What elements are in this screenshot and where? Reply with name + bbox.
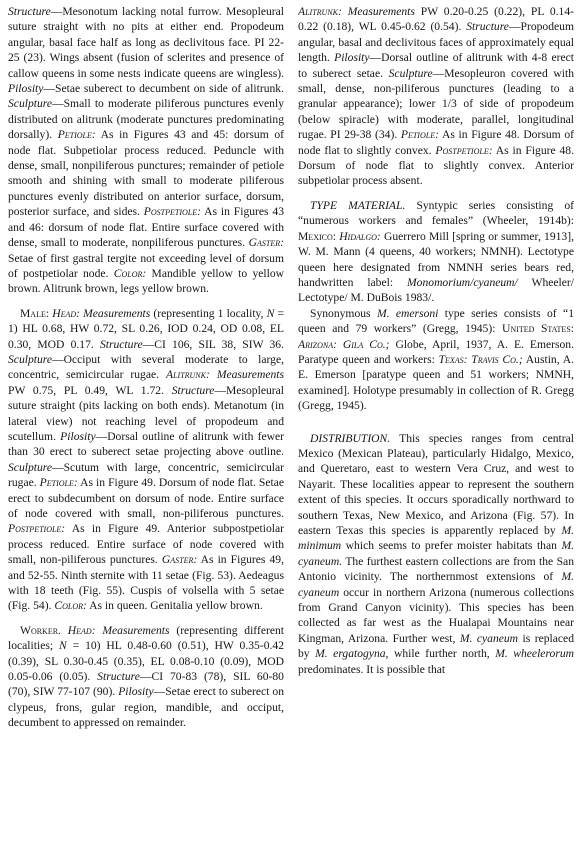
text-run: —CI 106, SIL 38, SIW 36.: [142, 337, 284, 351]
styled-run: Measurements: [347, 5, 415, 18]
styled-run: Gaster:: [161, 553, 198, 567]
text-run: —Occiput with several moderate to large, concentric, semicircular rugae.: [8, 352, 284, 382]
text-run: —Small to moderate piliferous punctures evenly distributed on alitrunk (moderate punctures predominating dorsally).: [8, 97, 284, 142]
styled-run: DISTRIBUTION.: [310, 431, 391, 445]
text-run: = 10) HL 0.48-0.60 (0.51), HW 0.35-0.42 (0.39), SL 0.30-0.45 (0.35), EL 0.08-0.10 (0.09), MOD 0.05-0.06 (0.05).: [8, 639, 284, 684]
styled-run: Arizona: Gila Co.;: [298, 337, 390, 351]
text-run: —CI 70-83 (78), SIL 60-80 (70), SIW 77-107 (90).: [8, 670, 284, 699]
styled-run: Head:: [52, 306, 80, 320]
styled-run: Structure: [8, 5, 51, 18]
text-run: while further north,: [388, 647, 496, 661]
styled-run: Postpetiole:: [435, 143, 493, 157]
paragraph-type-material: [298, 198, 574, 306]
styled-run: Alitrunk:: [298, 5, 342, 18]
styled-run: Head:: [67, 623, 96, 637]
text-run: Wheeler/ Lectotype/ M. DuBois 1983/.: [298, 275, 574, 305]
styled-run: N: [58, 639, 67, 653]
styled-run: Gaster:: [248, 236, 284, 250]
styled-run: Texas: Travis Co.;: [438, 352, 523, 366]
styled-run: Sculpture: [8, 352, 53, 366]
styled-run: Color:: [113, 266, 147, 280]
text-run: Synonymous: [310, 306, 377, 320]
styled-run: M. cyaneum: [459, 631, 519, 645]
styled-run: M. minimum: [298, 524, 574, 553]
styled-run: Male:: [20, 306, 50, 320]
styled-run: TYPE MATERIAL.: [310, 198, 406, 212]
styled-run: Structure: [171, 383, 215, 397]
text-run: Austin, A. E. Emerson [paratype queen and 51 workers; NMNH, examined]. Holotype presumably in collection of R. Gregg (Gregg, 1945).: [298, 352, 574, 413]
text-run: Guerrero Mill [spring or summer, 1913], W. M. Mann (4 queens, 40 workers; NMNH). Lectotype queen here designated from NMNH series bears red, handwritten label:: [298, 229, 574, 289]
text-run: —Mesonotum lacking notal furrow. Mesopleural suture straight with no pits at either end. Propodeum angular, basal face half as long as declivitous face. PI 22-25 (23). Wings absent (fusion of sclerites and presence of callow queens in some nests indicate queens are wingless).: [8, 5, 284, 80]
styled-run: Monomorium/cyaneum/: [407, 275, 518, 289]
styled-run: Sculpture: [8, 97, 53, 111]
text-run: Syntypic series consisting of “numerous workers and females” (Wheeler, 1914b):: [298, 198, 574, 228]
styled-run: Hidalgo:: [339, 229, 381, 243]
text-run: As in Figure 48. Dorsum of node flat to slightly convex.: [298, 128, 574, 157]
text-run: This species ranges from central Mexico (Mexican Plateau), particularly Hidalgo, Mexico, and Queretaro, east to western Vera Cruz, and west to Nayarit. These localities appear to represent the southern extent of this species. It occurs sporadically northward to southern Texas, New Mexico, and Arizona (Fig. 57). In eastern Texas this species is apparently replaced by: [298, 431, 574, 537]
styled-run: Sculpture: [8, 460, 53, 474]
paragraph-distribution: [298, 431, 574, 678]
text-run: As in Figure 48. Dorsum of node flat to slightly convex. Anterior subpetiolar process absent.: [298, 143, 574, 188]
text-run: —Mesopleuron covered with small, dense, non-piliferous punctures (leading to a granular appearance); lower 1/3 of side of propodeum (below spiracle) with moderate, parallel, longitudinal rugae. PI 29-38 (34).: [298, 66, 574, 142]
text-run: As in queen. Genitalia yellow brown.: [86, 599, 263, 613]
text-run: As in Figure 49. Dorsum of node flat. Setae erect to subdecumbent on dorsum of node. Entire surface of node covered with small, non-piliferous punctures.: [8, 476, 284, 520]
text-run: type series consists of “1 queen and 79 workers” (Gregg, 1945):: [298, 306, 574, 336]
styled-run: Petiole:: [39, 476, 78, 490]
styled-run: Postpetiole:: [8, 522, 66, 536]
text-run: —Setae erect to suberect on clypeus, frons, gular region, mandible, and occiput, decumbent to appressed on remainder.: [8, 685, 284, 730]
text-run: The furthest eastern collections are from the San Antonio vicinity. The northernmost extensions of: [298, 554, 574, 584]
styled-run: Petiole:: [400, 128, 439, 142]
styled-run: Structure: [99, 337, 143, 351]
paragraph-worker: [8, 623, 284, 731]
styled-run: Measurements: [102, 623, 170, 637]
paragraph-male: [8, 306, 284, 614]
text-run: As in Figures 49, and 52-55. Ninth sternite with 11 setae (Fig. 53). Aedeagus with 18 teeth (Fig. 55). Cuspis of volsella with 5 setae (Fig. 54).: [8, 553, 284, 613]
text-run: is replaced by: [298, 631, 574, 661]
styled-run: Structure: [97, 670, 140, 684]
text-run: —Propodeum angular, basal and declivitous faces of approximately equal length.: [298, 20, 574, 65]
text-run: [210, 368, 217, 381]
paragraph-queen-cont: [8, 4, 284, 297]
styled-run: United States:: [502, 322, 574, 336]
paragraph-worker-alitrunk: [298, 4, 574, 189]
text-run: which seems to prefer moister habitats than: [341, 539, 562, 553]
text-run: As in Figure 49. Anterior subpostpetiolar process reduced. Entire surface of node covered with small, non-piliferous punctures.: [8, 522, 284, 567]
text-run: PW 0.20-0.25 (0.22), PL 0.14-0.22 (0.18), WL 0.45-0.62 (0.54).: [298, 5, 574, 34]
text-run: —Dorsal outline of alitrunk with fewer than 30 erect to suberect setae projecting above outline.: [8, 429, 284, 459]
text-run: As in Figures 43 and 46: dorsum of node flat. Entire surface covered with dense, small to moderate, nonpiliferous punctures.: [8, 205, 284, 250]
text-run: (representing different localities;: [8, 623, 284, 653]
text-run: —Dorsal outline of alitrunk with 4-8 erect to suberect setae.: [298, 51, 574, 80]
styled-run: Petiole:: [57, 128, 96, 142]
left-column: [8, 4, 284, 866]
styled-run: N: [266, 306, 275, 320]
text-run: predominates. It is possible that: [298, 662, 446, 676]
styled-run: Mexico:: [298, 229, 336, 243]
text-run: [61, 624, 68, 637]
text-run: = 1) HL 0.68, HW 0.72, SL 0.26, IOD 0.24, OD 0.08, EL 0.30, MOD 0.17.: [8, 306, 284, 351]
text-run: —Mesopleural suture straight (pits lacking on both ends). Metanotum (in lateral view) not reaching level of propodeum and scutellum.: [8, 383, 284, 443]
styled-run: M. emersoni: [376, 306, 439, 320]
styled-run: Pilosity: [334, 51, 370, 65]
text-run: Setae of first gastral tergite not exceeding level of dorsum of postpetiolar node.: [8, 251, 284, 280]
text-run: Globe, April, 1937, A. E. Emerson. Paratype queen and workers:: [298, 337, 574, 366]
text-run: occur in northern Arizona (numerous collections from Grand Canyon vicinity). This species has been collected as far west as the Hualapai Mountains near Kingman, Arizona. Further west,: [298, 585, 574, 645]
styled-run: Postpetiole:: [143, 205, 201, 219]
text-run: —Setae suberect to decumbent on side of alitrunk.: [43, 82, 284, 96]
styled-run: Pilosity: [118, 685, 154, 699]
text-run: PW 0.75, PL 0.49, WL 1.72.: [8, 383, 172, 397]
styled-run: M. cyaneum.: [298, 539, 574, 568]
styled-run: Pilosity: [60, 429, 96, 443]
styled-run: Color:: [54, 599, 87, 613]
text-run: (representing 1 locality,: [150, 306, 267, 320]
styled-run: Alitrunk:: [166, 368, 210, 382]
styled-run: M. ergatogyna,: [315, 647, 389, 661]
styled-run: Measurements: [83, 306, 151, 320]
styled-run: Pilosity: [8, 82, 44, 96]
styled-run: Worker.: [20, 623, 61, 637]
text-run: —Scutum with large, concentric, semicircular rugae.: [8, 460, 284, 490]
paragraph-synonymous: [298, 306, 574, 414]
right-column: [298, 4, 574, 866]
styled-run: Structure: [466, 20, 509, 34]
text-run: Mandible yellow to yellow brown. Alitrunk brown, legs yellow brown.: [8, 266, 284, 296]
styled-run: M. wheelerorum: [495, 647, 574, 661]
styled-run: M. cyaneum: [298, 570, 574, 599]
styled-run: Sculpture: [388, 66, 433, 80]
text-run: As in Figures 43 and 45: dorsum of node flat. Subpetiolar process reduced. Peduncle with dense, small, nonpiliferous punctures; remainder of petiole smooth and shining with small to moderate piliferous punctures evenly distributed on anterior surface, dorsum, posterior surface, and sides.: [8, 128, 284, 219]
styled-run: Measurements: [216, 368, 284, 382]
